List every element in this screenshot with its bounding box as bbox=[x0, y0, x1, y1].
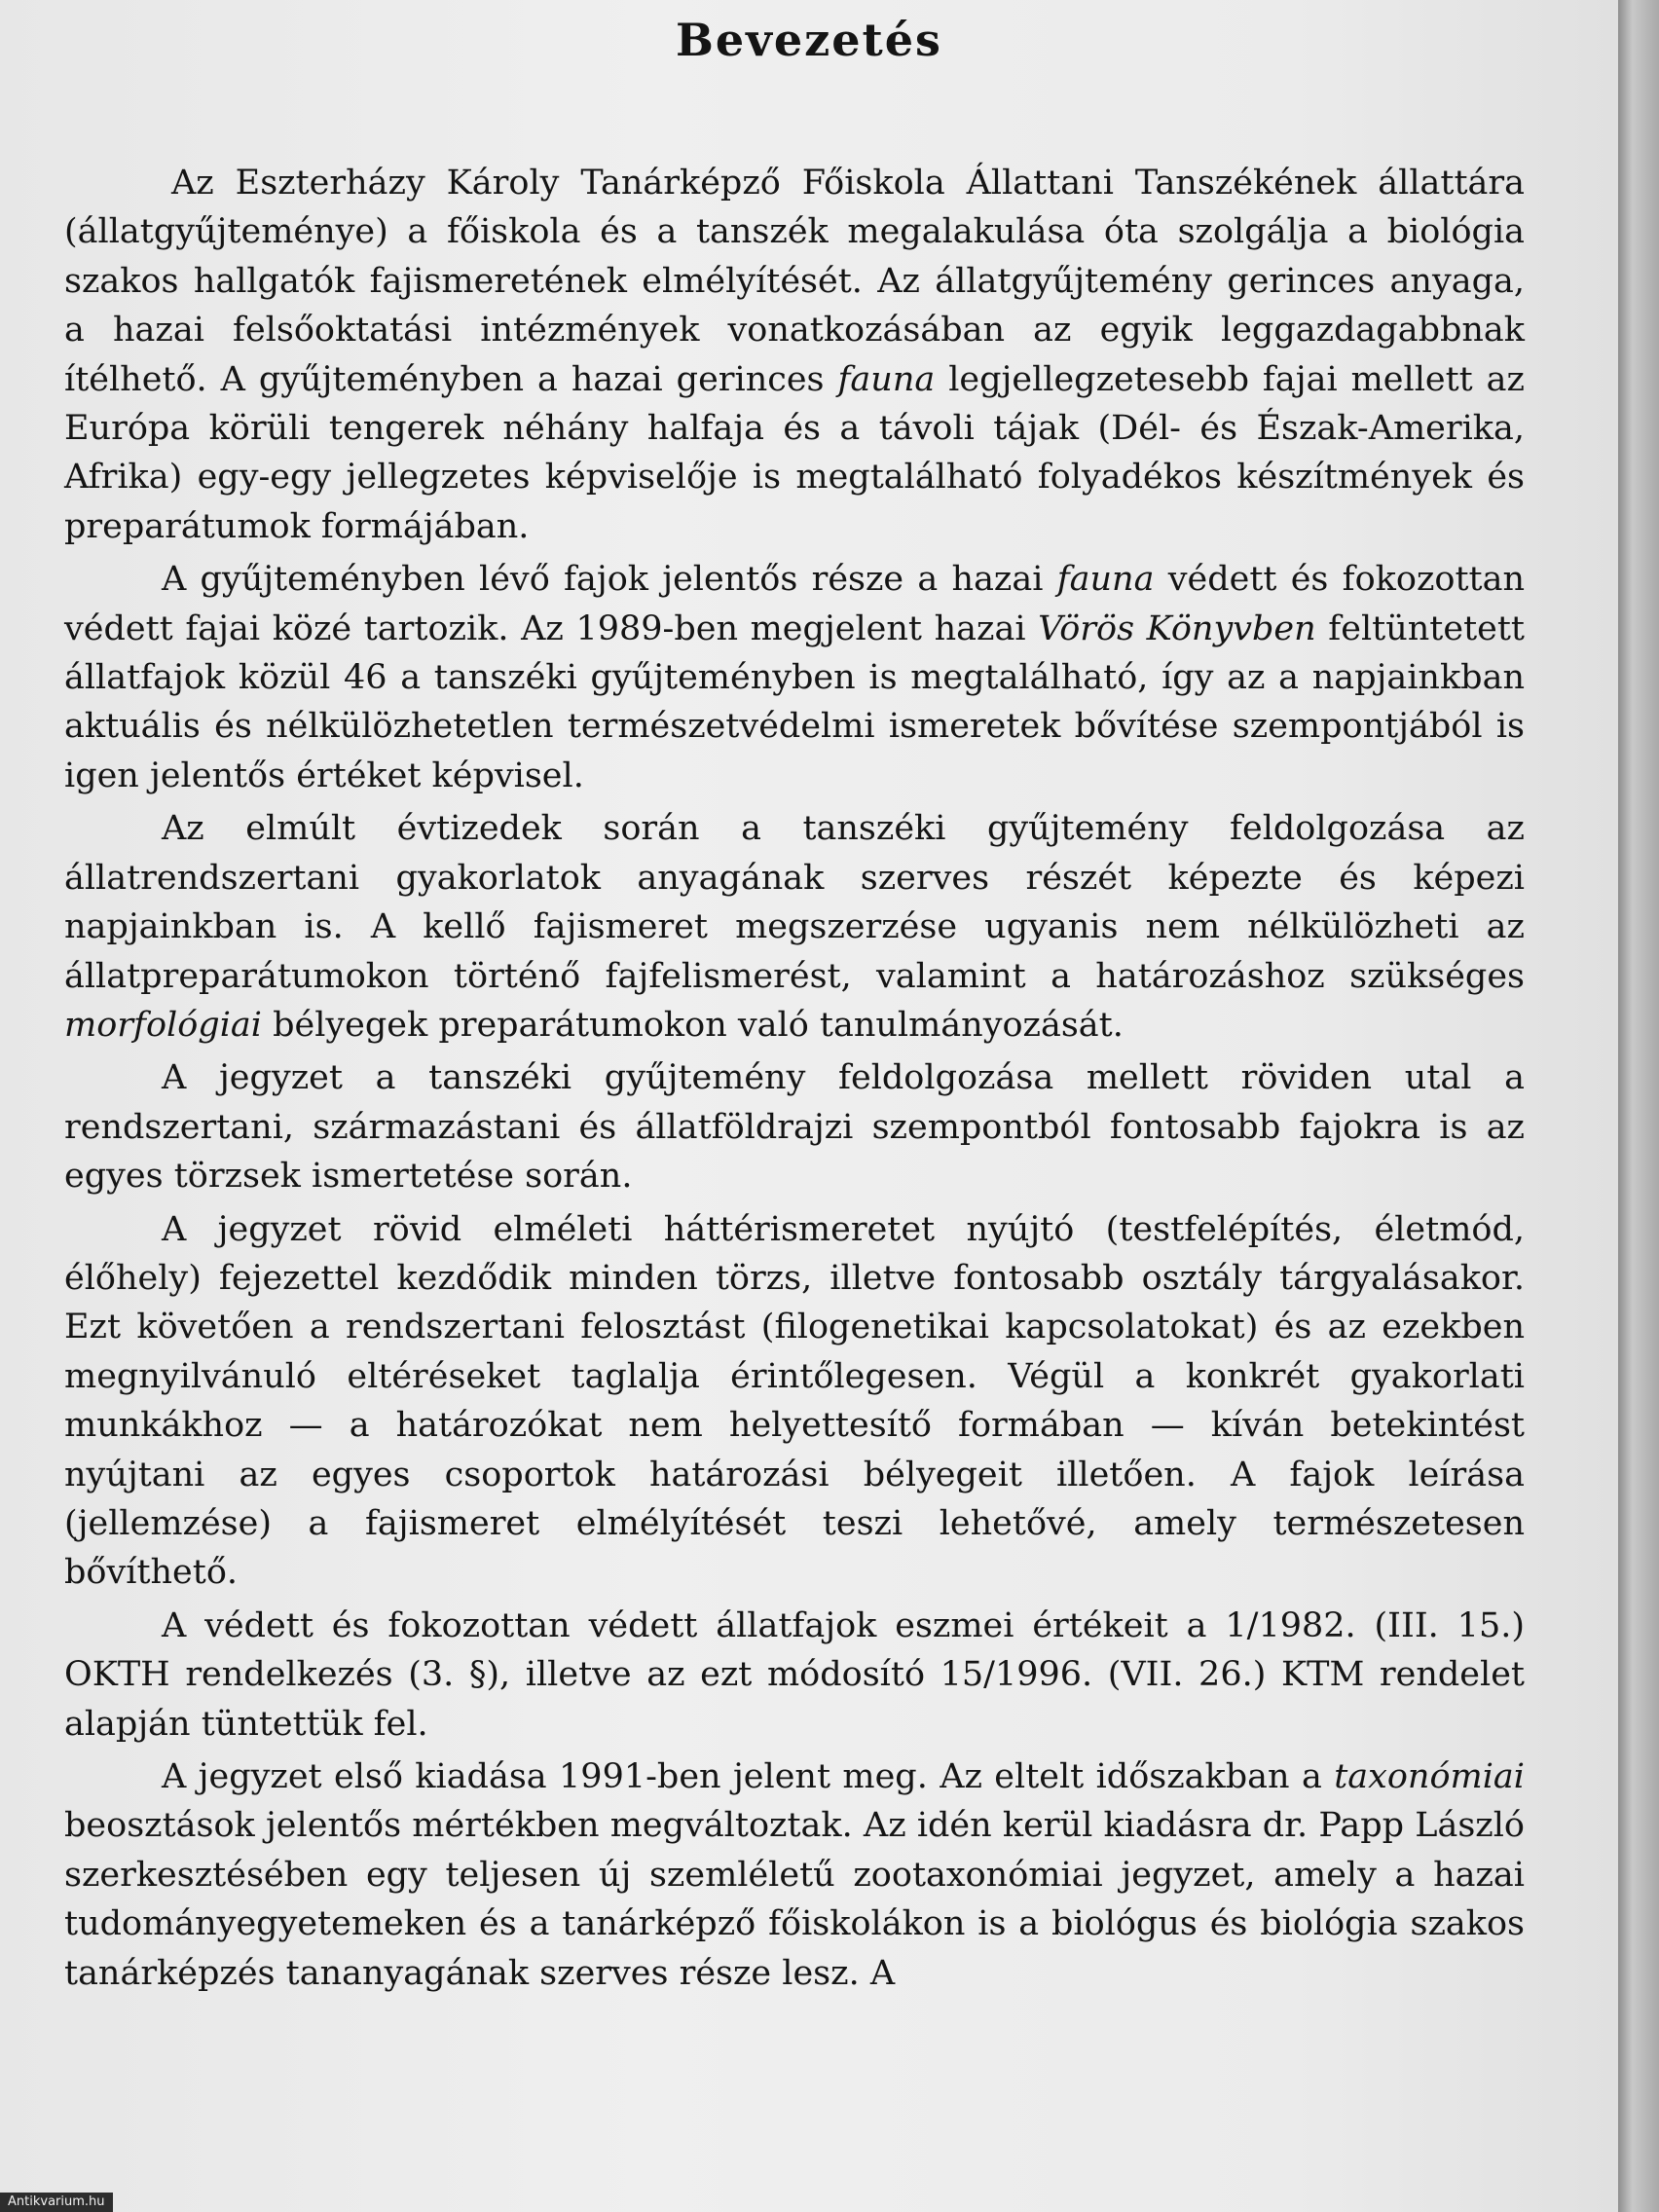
page-title: Bevezetés bbox=[676, 14, 942, 66]
watermark-label: Antikvarium.hu bbox=[0, 2193, 113, 2212]
paragraph-1: Az Eszterházy Károly Tanárképző Főiskola Állattani Tanszékének állattára (állatgyűjteménye) a főiskola és a tanszék megalakulása óta szolgálja a biológia szakos hallgatók fajismeretének elmélyítését. Az állatgyűjtemény gerinces anyaga, a hazai felsőoktatási intézmények vonatkozásában az egyik leggazdagabbnak ítélhető. A gyűjteményben a hazai gerinces fauna legjellegzetesebb fajai mellett az Európa körüli tengerek néhány halfaja és a távoli tájak (Dél- és Észak-Amerika, Afrika) egy-egy jellegzetes képviselője is megtalálható folyadékos készítmények és preparátumok formájában. bbox=[64, 164, 1525, 546]
paragraph-7: A jegyzet első kiadása 1991-ben jelent meg. Az eltelt időszakban a taxonómiai beosztások jelentős mértékben megváltoztak. Az idén kerül kiadásra dr. Papp László szerkesztésében egy teljesen új szemléletű zootaxonómiai jegyzet, amely a hazai tudományegyetemeken és a tanárképző főiskolákon is a biológus és biológia szakos tanárképzés tananyagának szerves része lesz. A bbox=[64, 1757, 1525, 1993]
page-edge-shadow bbox=[1618, 0, 1659, 2212]
paragraph-4: A jegyzet a tanszéki gyűjtemény feldolgozása mellett röviden utal a rendszertani, származástani és állatföldrajzi szempontból fontosabb fajokra is az egyes törzsek ismertetése során. bbox=[64, 1058, 1525, 1197]
paragraph-6: A védett és fokozottan védett állatfajok eszmei értékeit a 1/1982. (III. 15.) OKTH rendelkezés (3. §), illetve az ezt módosító 15/1996. (VII. 26.) KTM rendelet alapján tüntettük fel. bbox=[64, 1605, 1525, 1744]
body-text bbox=[64, 159, 1525, 2002]
paragraph-3: Az elmúlt évtizedek során a tanszéki gyűjtemény feldolgozása az állatrendszertani gyakorlatok anyagának szerves részét képezte és képezi napjainkban is. A kellő fajismeret megszerzése ugyanis nem nélkülözheti az állatpreparátumokon történő fajfelismerést, valamint a határozáshoz szükséges morfológiai bélyegek preparátumokon való tanulmányozását. bbox=[64, 809, 1525, 1045]
paragraph-5: A jegyzet rövid elméleti háttérismeretet nyújtó (testfelépítés, életmód, élőhely) fejezettel kezdődik minden törzs, illetve fontosabb osztály tárgyalásakor. Ezt követően a rendszertani felosztást (filogenetikai kapcsolatokat) és az ezekben megnyilvánuló eltéréseket taglalja érintőlegesen. Végül a konkrét gyakorlati munkákhoz — a határozókat nem helyettesítő formában — kíván betekintést nyújtani az egyes csoportok határozási bélyegeit illetően. A fajok leírása (jellemzése) a fajismeret elmélyítését teszi lehetővé, amely természetesen bővíthető. bbox=[64, 1209, 1525, 1593]
paragraph-2: A gyűjteményben lévő fajok jelentős része a hazai fauna védett és fokozottan védett fajai közé tartozik. Az 1989-ben megjelent hazai Vörös Könyvben feltüntetett állatfajok közül 46 a tanszéki gyűjteményben is megtalálható, így az a napjainkban aktuális és nélkülözhetetlen természetvédelmi ismeretek bővítése szempontjából is igen jelentős értéket képvisel. bbox=[64, 560, 1525, 795]
